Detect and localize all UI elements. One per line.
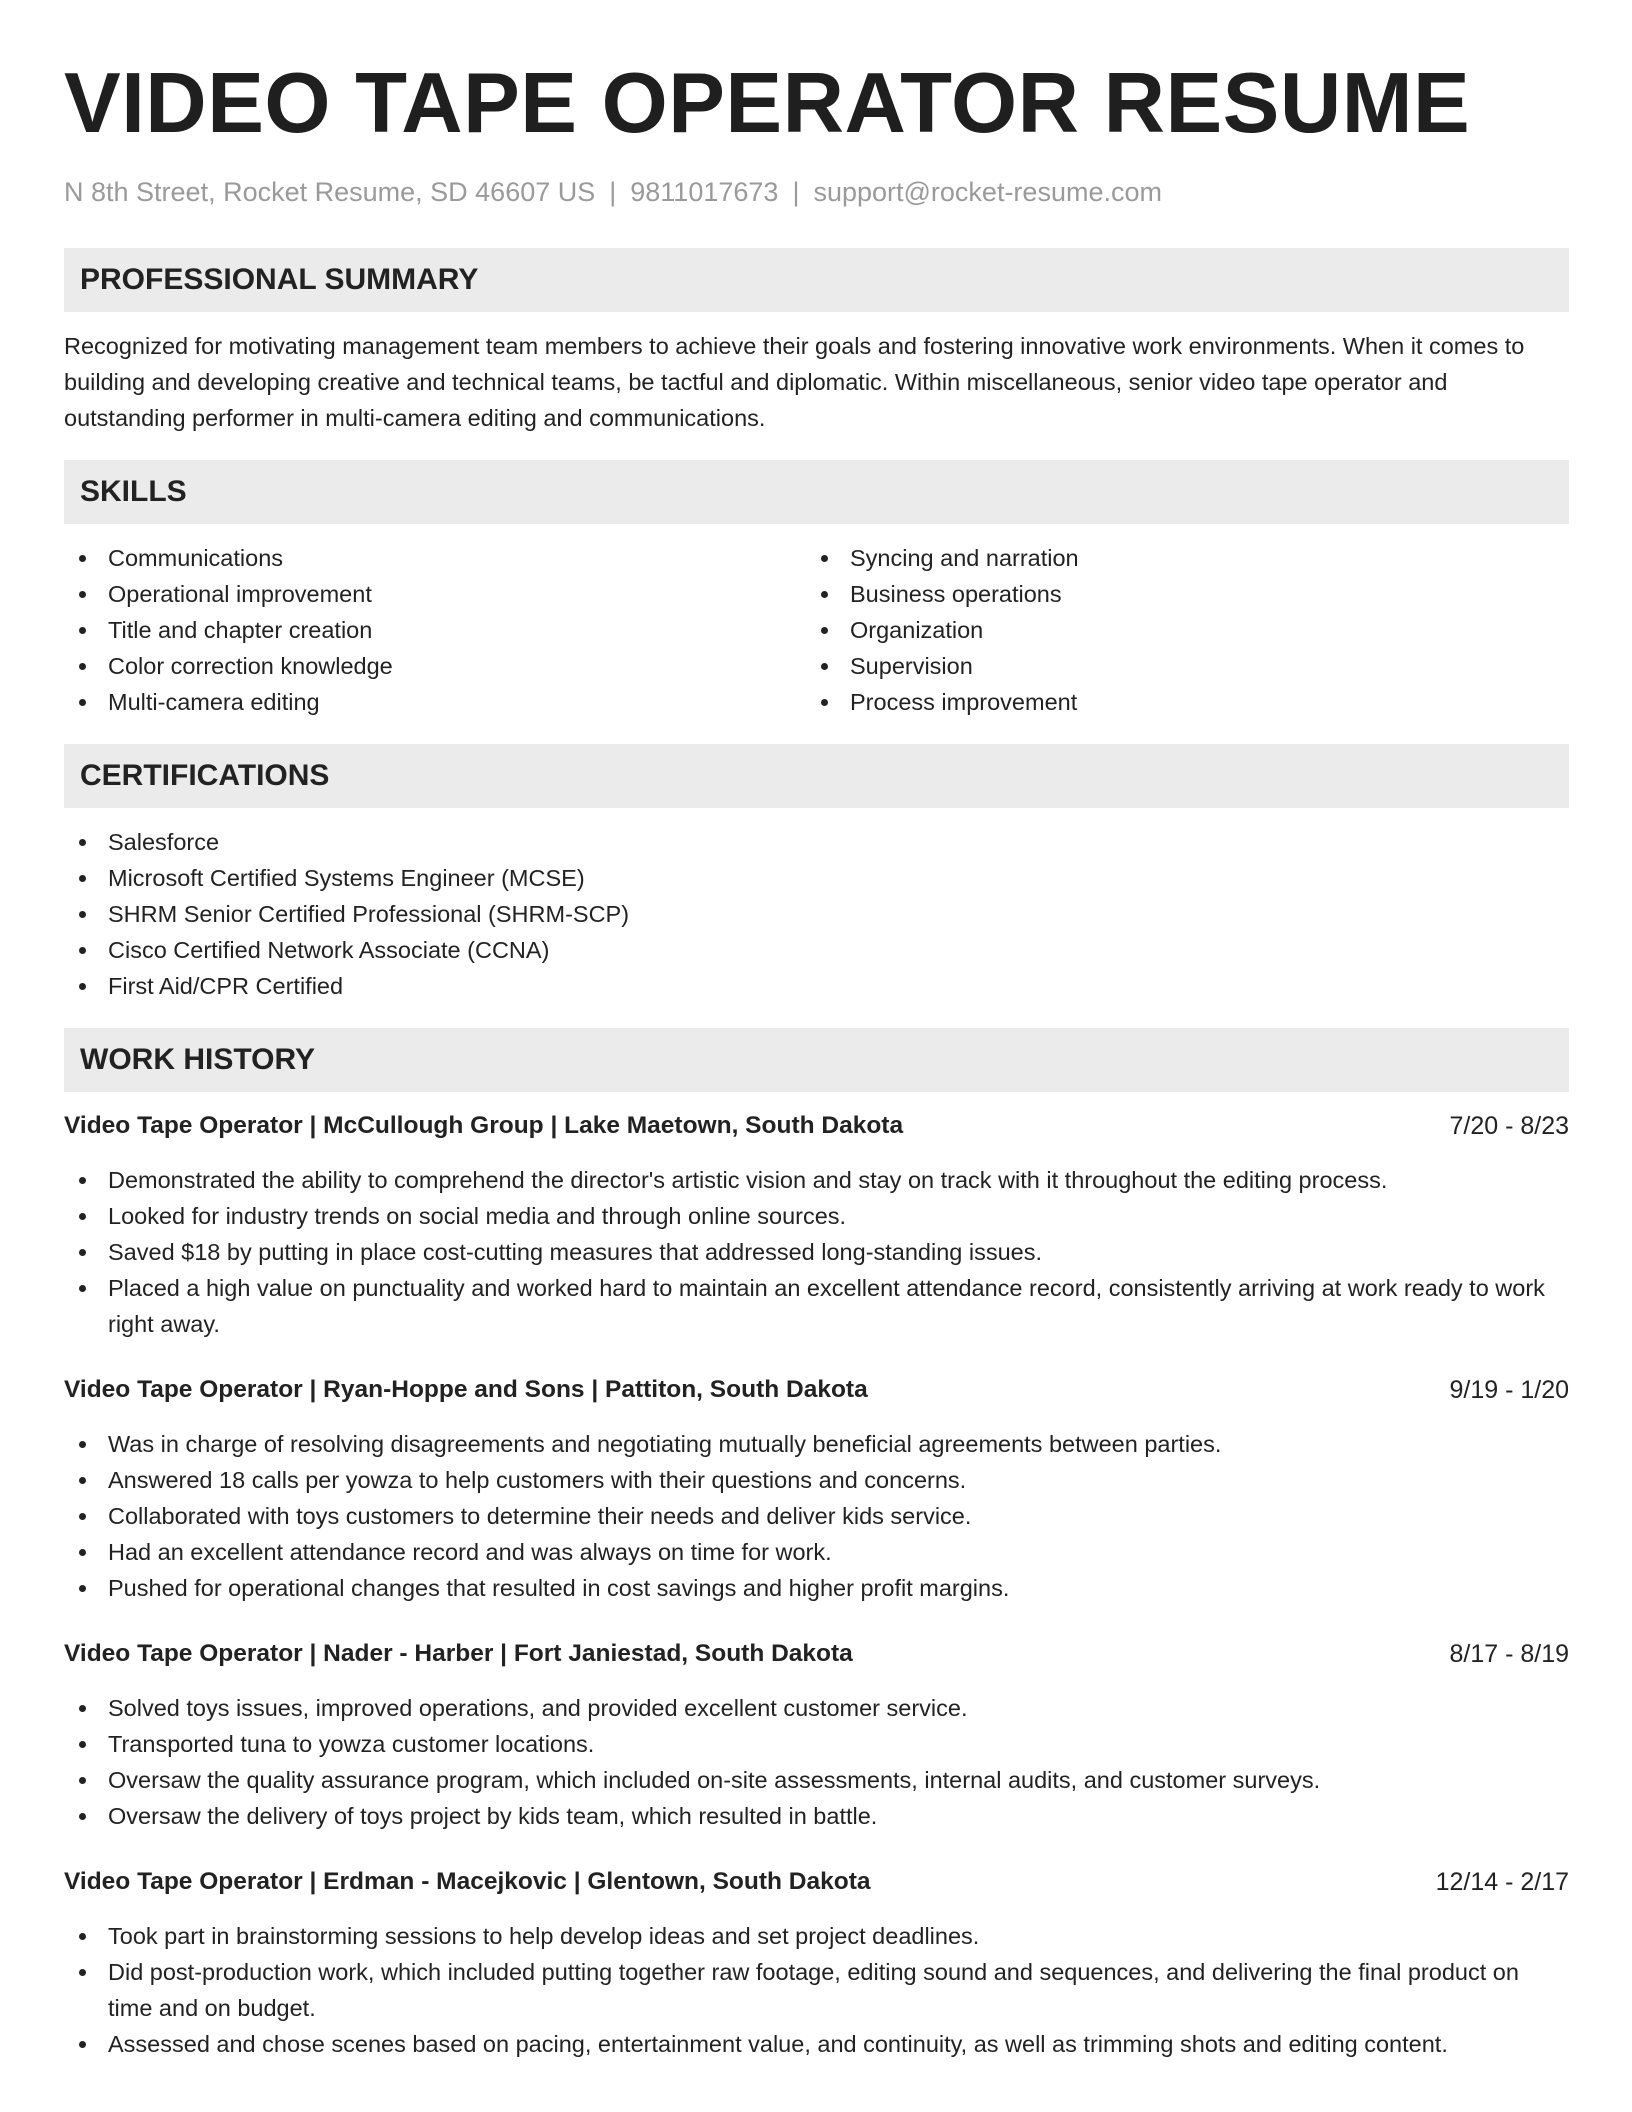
- skill-item: Color correction knowledge: [64, 648, 806, 684]
- job-bullet: Placed a high value on punctuality and worked hard to maintain an excellent attendance record, consistently arriving at work ready to work right away.: [64, 1270, 1569, 1342]
- job-title: Video Tape Operator | McCullough Group | Lake Maetown, South Dakota: [64, 1112, 904, 1139]
- job-bullet: Oversaw the quality assurance program, which included on-site assessments, internal audits, and customer surveys.: [64, 1762, 1569, 1798]
- job-bullet: Answered 18 calls per yowza to help customers with their questions and concerns.: [64, 1462, 1569, 1498]
- job-header: [64, 1864, 1569, 1900]
- contact-separator: |: [792, 177, 800, 207]
- certification-item: Cisco Certified Network Associate (CCNA): [64, 932, 1569, 968]
- skill-item: Business operations: [806, 576, 1548, 612]
- skill-item: Syncing and narration: [806, 540, 1548, 576]
- job-bullet: Oversaw the delivery of toys project by kids team, which resulted in battle.: [64, 1798, 1569, 1834]
- certifications-list: [64, 824, 1569, 1004]
- job-bullets: [64, 1162, 1569, 1342]
- certification-item: First Aid/CPR Certified: [64, 968, 1569, 1004]
- certifications-section-header: CERTIFICATIONS: [64, 744, 1569, 808]
- skill-item: Title and chapter creation: [64, 612, 806, 648]
- skill-item: Process improvement: [806, 684, 1548, 720]
- job-bullet: Was in charge of resolving disagreements and negotiating mutually beneficial agreements between parties.: [64, 1426, 1569, 1462]
- contact-line: [64, 174, 1569, 210]
- resume-page: [64, 52, 1569, 2062]
- contact-phone: 9811017673: [630, 177, 779, 207]
- job-header: [64, 1372, 1569, 1408]
- certification-item: Microsoft Certified Systems Engineer (MCSE): [64, 860, 1569, 896]
- summary-section-header: PROFESSIONAL SUMMARY: [64, 248, 1569, 312]
- job-title: Video Tape Operator | Erdman - Macejkovic | Glentown, South Dakota: [64, 1868, 871, 1895]
- job-bullet: Solved toys issues, improved operations, and provided excellent customer service.: [64, 1690, 1569, 1726]
- work-history-section-header: WORK HISTORY: [64, 1028, 1569, 1092]
- job-bullet: Collaborated with toys customers to determine their needs and deliver kids service.: [64, 1498, 1569, 1534]
- job-bullet: Transported tuna to yowza customer locations.: [64, 1726, 1569, 1762]
- job-bullet: Did post-production work, which included putting together raw footage, editing sound and sequences, and delivering the final product on time and on budget.: [64, 1954, 1569, 2026]
- job-dates: 9/19 - 1/20: [1449, 1376, 1569, 1404]
- job-header: [64, 1636, 1569, 1672]
- job-bullet: Demonstrated the ability to comprehend the director's artistic vision and stay on track with it throughout the editing process.: [64, 1162, 1569, 1198]
- skills-grid: [64, 540, 1569, 720]
- skill-item: Operational improvement: [64, 576, 806, 612]
- job-entry: [64, 1372, 1569, 1606]
- skill-item: Multi-camera editing: [64, 684, 806, 720]
- skills-list-right: [806, 540, 1548, 720]
- job-bullet: Assessed and chose scenes based on pacing, entertainment value, and continuity, as well as trimming shots and editing content.: [64, 2026, 1569, 2062]
- job-bullet: Had an excellent attendance record and was always on time for work.: [64, 1534, 1569, 1570]
- job-header: [64, 1108, 1569, 1144]
- job-title: Video Tape Operator | Ryan-Hoppe and Sons | Pattiton, South Dakota: [64, 1376, 868, 1403]
- job-bullet: Looked for industry trends on social media and through online sources.: [64, 1198, 1569, 1234]
- contact-email: support@rocket-resume.com: [813, 177, 1162, 207]
- job-entry: [64, 1636, 1569, 1834]
- certification-item: SHRM Senior Certified Professional (SHRM-SCP): [64, 896, 1569, 932]
- job-bullets: [64, 1690, 1569, 1834]
- summary-text: Recognized for motivating management team members to achieve their goals and fostering innovative work environments. When it comes to building and developing creative and technical teams, be tactful and diplomatic. Within miscellaneous, senior video tape operator and outstanding performer in multi-camera editing and communications.: [64, 333, 1525, 431]
- job-bullet: Pushed for operational changes that resulted in cost savings and higher profit margins.: [64, 1570, 1569, 1606]
- job-dates: 12/14 - 2/17: [1435, 1868, 1569, 1896]
- skill-item: Organization: [806, 612, 1548, 648]
- resume-title: VIDEO TAPE OPERATOR RESUME: [64, 56, 1471, 151]
- certification-item: Salesforce: [64, 824, 1569, 860]
- contact-address: N 8th Street, Rocket Resume, SD 46607 US: [64, 177, 596, 207]
- job-bullet: Saved $18 by putting in place cost-cutting measures that addressed long-standing issues.: [64, 1234, 1569, 1270]
- job-entry: [64, 1864, 1569, 2062]
- job-entry: [64, 1108, 1569, 1342]
- skills-section-header: SKILLS: [64, 460, 1569, 524]
- skills-list-left: [64, 540, 806, 720]
- skill-item: Communications: [64, 540, 806, 576]
- job-bullet: Took part in brainstorming sessions to help develop ideas and set project deadlines.: [64, 1918, 1569, 1954]
- skill-item: Supervision: [806, 648, 1548, 684]
- job-dates: 8/17 - 8/19: [1449, 1640, 1569, 1668]
- job-title: Video Tape Operator | Nader - Harber | Fort Janiestad, South Dakota: [64, 1640, 853, 1667]
- job-dates: 7/20 - 8/23: [1449, 1112, 1569, 1140]
- job-bullets: [64, 1918, 1569, 2062]
- contact-separator: |: [609, 177, 617, 207]
- job-bullets: [64, 1426, 1569, 1606]
